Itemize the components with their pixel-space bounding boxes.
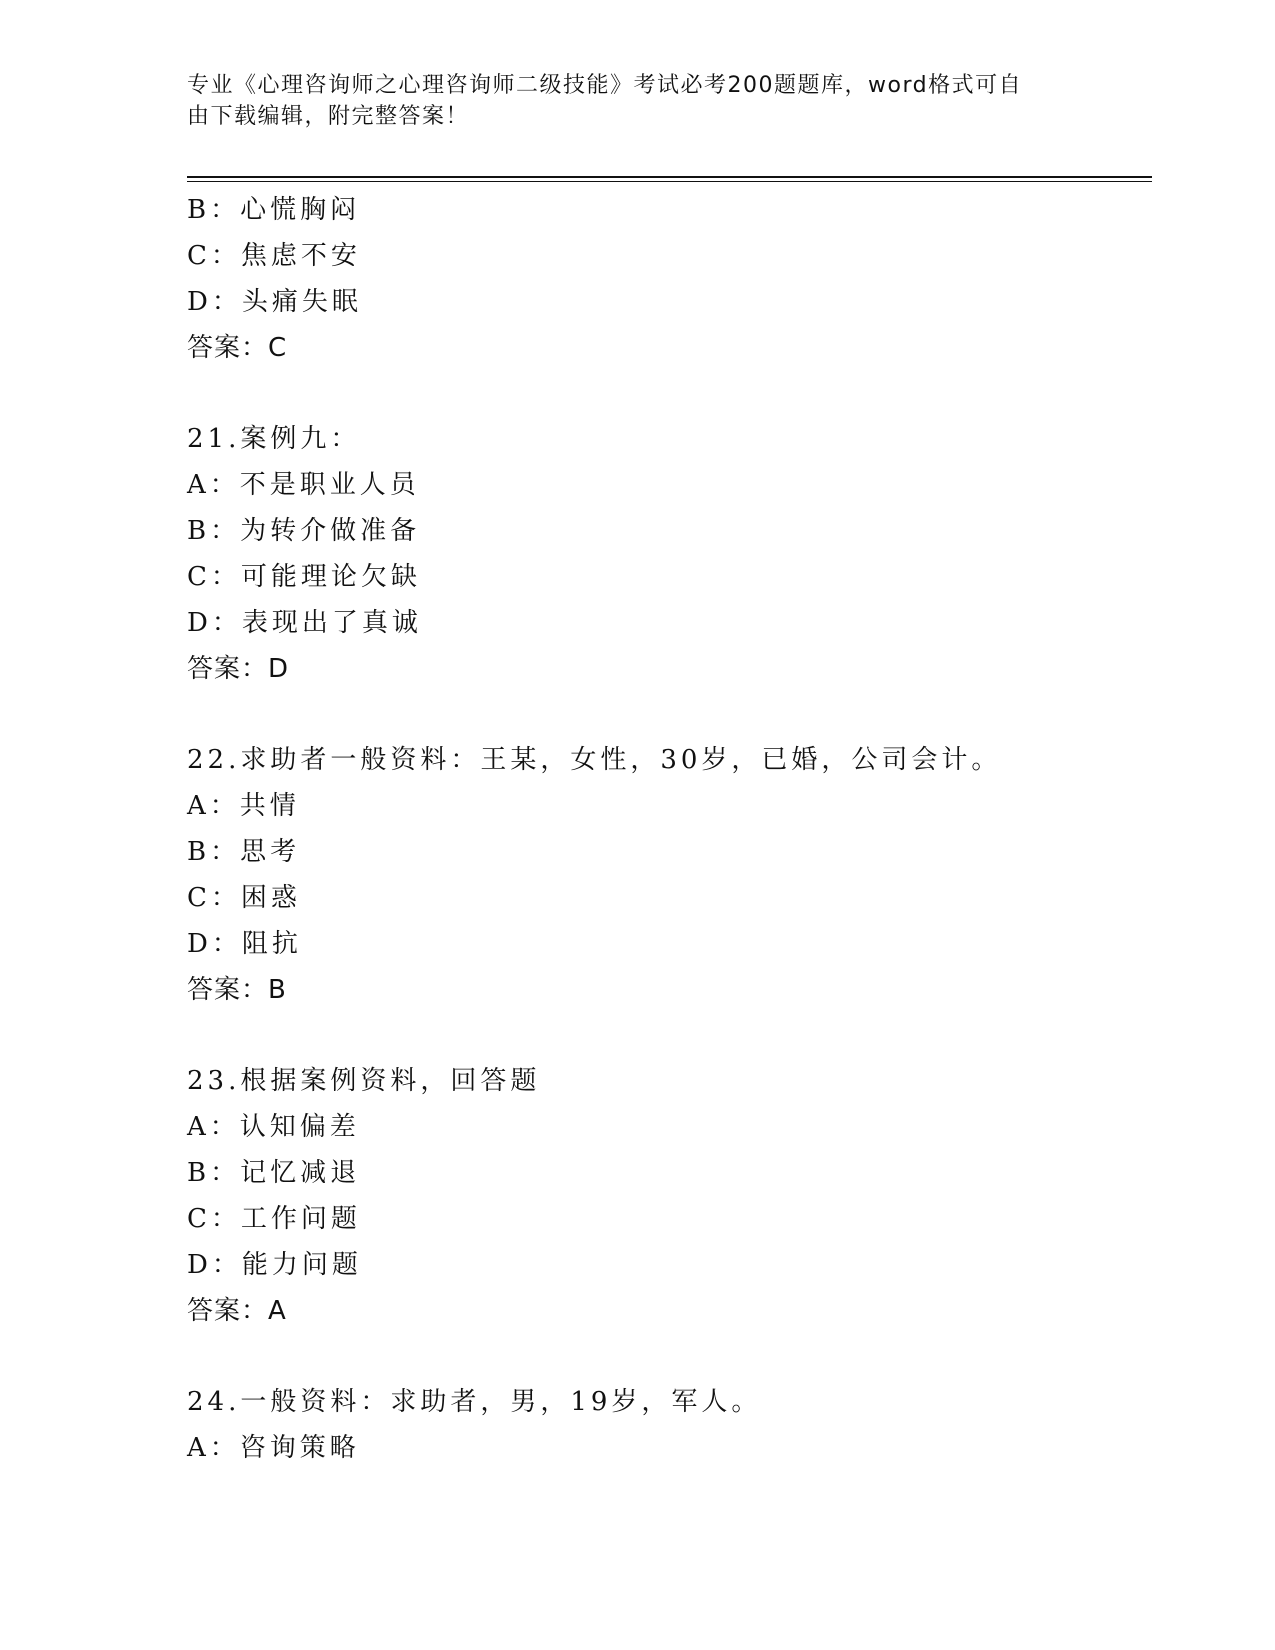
spacer [187,1013,1152,1058]
question-block-24 [187,1379,1152,1471]
option-b: B：心慌胸闷 [187,195,361,225]
option-d: D：能力问题 [187,1250,362,1280]
option-a: A：咨询策略 [187,1433,360,1463]
header-line-2: 由下载编辑，附完整答案！ [187,104,470,129]
question-block-22 [187,737,1152,1013]
document-header [187,70,1067,132]
option-d: D：头痛失眠 [187,287,362,317]
option-a: A：不是职业人员 [187,470,420,500]
spacer [187,692,1152,737]
question-block-23 [187,1058,1152,1334]
option-c: C：可能理论欠缺 [187,562,421,592]
option-a: A：共情 [187,791,300,821]
question-title: 21.案例九： [187,424,361,454]
option-b: B：思考 [187,837,301,867]
option-b: B：为转介做准备 [187,516,421,546]
option-b: B：记忆减退 [187,1158,361,1188]
option-c: C：困惑 [187,883,301,913]
question-title: 24.一般资料：求助者，男，19岁，军人。 [187,1387,762,1417]
option-c: C：工作问题 [187,1204,361,1234]
option-d: D：阻抗 [187,929,302,959]
question-block-21 [187,416,1152,692]
option-d: D：表现出了真诚 [187,608,422,638]
spacer [187,1334,1152,1379]
answer-line: 答案：D [187,654,290,684]
question-list [187,187,1152,1471]
option-a: A：认知偏差 [187,1112,360,1142]
question-block-prev [187,187,1152,371]
header-line-1: 专业《心理咨询师之心理咨询师二级技能》考试必考200题题库，word格式可自 [187,73,1023,98]
answer-line: 答案：A [187,1296,287,1326]
answer-line: 答案：B [187,975,287,1005]
option-c: C：焦虑不安 [187,241,361,271]
spacer [187,371,1152,416]
header-divider-thick [187,176,1152,178]
header-divider-thin [187,181,1152,182]
question-title: 22.求助者一般资料：王某，女性，30岁，已婚，公司会计。 [187,745,1002,775]
answer-line: 答案：C [187,333,288,363]
question-title: 23.根据案例资料，回答题 [187,1066,541,1096]
